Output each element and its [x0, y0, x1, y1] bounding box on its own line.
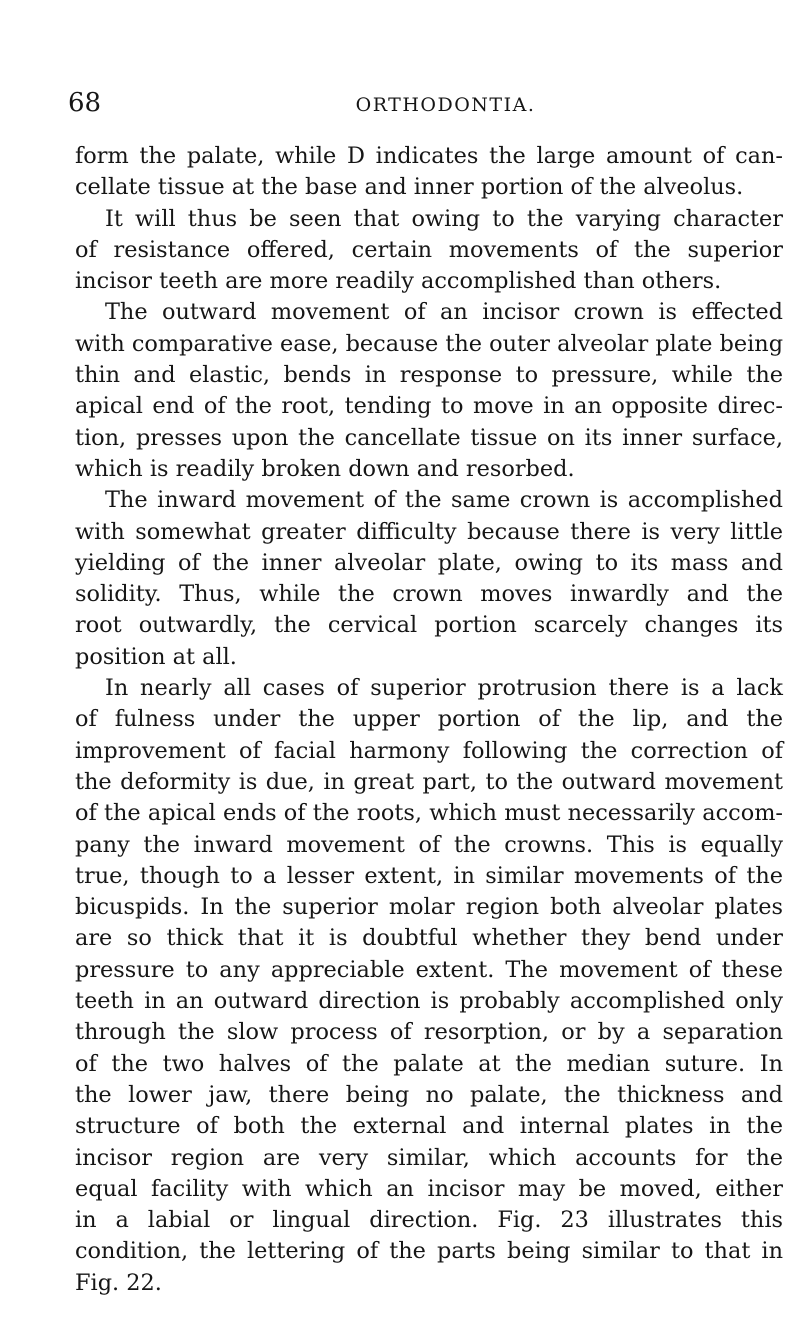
text-line: thin and elastic, bends in response to pressure, while the: [75, 362, 783, 389]
text-line: which is readily broken down and resorbed.: [75, 455, 575, 482]
text-line: position at all.: [75, 643, 237, 670]
paragraph-start-line: The outward movement of an incisor crown is effected: [105, 299, 783, 326]
text-line: of the two halves of the palate at the median suture. In: [75, 1050, 783, 1077]
text-line: tion, presses upon the cancellate tissue on its inner surface,: [75, 424, 783, 451]
text-line: with somewhat greater difficulty because there is very little: [75, 518, 783, 545]
text-line: form the palate, while D indicates the large amount of can-: [75, 143, 783, 169]
body-text: [75, 141, 783, 1299]
text-line: Fig. 22.: [75, 1269, 162, 1296]
paragraph-start-line: In nearly all cases of superior protrusion there is a lack: [105, 675, 783, 702]
text-line: of the apical ends of the roots, which must necessarily accom-: [75, 800, 783, 827]
text-line: incisor teeth are more readily accomplished than others.: [75, 268, 722, 295]
text-line: condition, the lettering of the parts being similar to that in: [75, 1238, 783, 1265]
paragraph-start-line: It will thus be seen that owing to the varying character: [105, 205, 783, 232]
text-line: are so thick that it is doubtful whether they bend under: [75, 925, 783, 952]
text-line: teeth in an outward direction is probably accomplished only: [75, 988, 783, 1015]
text-line: equal facility with which an incisor may be moved, either: [75, 1175, 783, 1202]
text-line: root outwardly, the cervical portion scarcely changes its: [75, 612, 783, 639]
paragraph-start-line: The inward movement of the same crown is accomplished: [105, 487, 783, 514]
text-line: in a labial or lingual direction. Fig. 23 illustrates this: [75, 1207, 783, 1234]
text-line: incisor region are very similar, which accounts for the: [75, 1144, 783, 1171]
text-line: the lower jaw, there being no palate, the thickness and: [75, 1081, 783, 1108]
text-line: apical end of the root, tending to move in an opposite direc-: [75, 393, 783, 420]
text-line: of resistance offered, certain movements of the superior: [75, 236, 783, 263]
text-line: the deformity is due, in great part, to the outward movement: [75, 768, 783, 795]
page-number: 68: [68, 88, 102, 118]
text-line: improvement of facial harmony following the correction of: [75, 737, 783, 764]
text-line: solidity. Thus, while the crown moves inwardly and the: [75, 581, 783, 608]
text-line: with comparative ease, because the outer alveolar plate being: [75, 330, 784, 357]
page-header: [68, 88, 783, 118]
text-line: cellate tissue at the base and inner portion of the alveolus.: [75, 174, 744, 201]
text-line: bicuspids. In the superior molar region both alveolar plates: [75, 894, 783, 921]
text-line: pressure to any appreciable extent. The movement of these: [75, 956, 783, 983]
text-line: true, though to a lesser extent, in similar movements of the: [75, 862, 783, 889]
running-head: ORTHODONTIA.: [355, 94, 536, 116]
text-line: yielding of the inner alveolar plate, owing to its mass and: [75, 549, 783, 576]
text-line: through the slow process of resorption, or by a separation: [75, 1019, 783, 1046]
text-line: of fulness under the upper portion of the lip, and the: [75, 706, 783, 733]
text-line: structure of both the external and internal plates in the: [75, 1113, 783, 1140]
text-line: pany the inward movement of the crowns. This is equally: [75, 831, 783, 858]
